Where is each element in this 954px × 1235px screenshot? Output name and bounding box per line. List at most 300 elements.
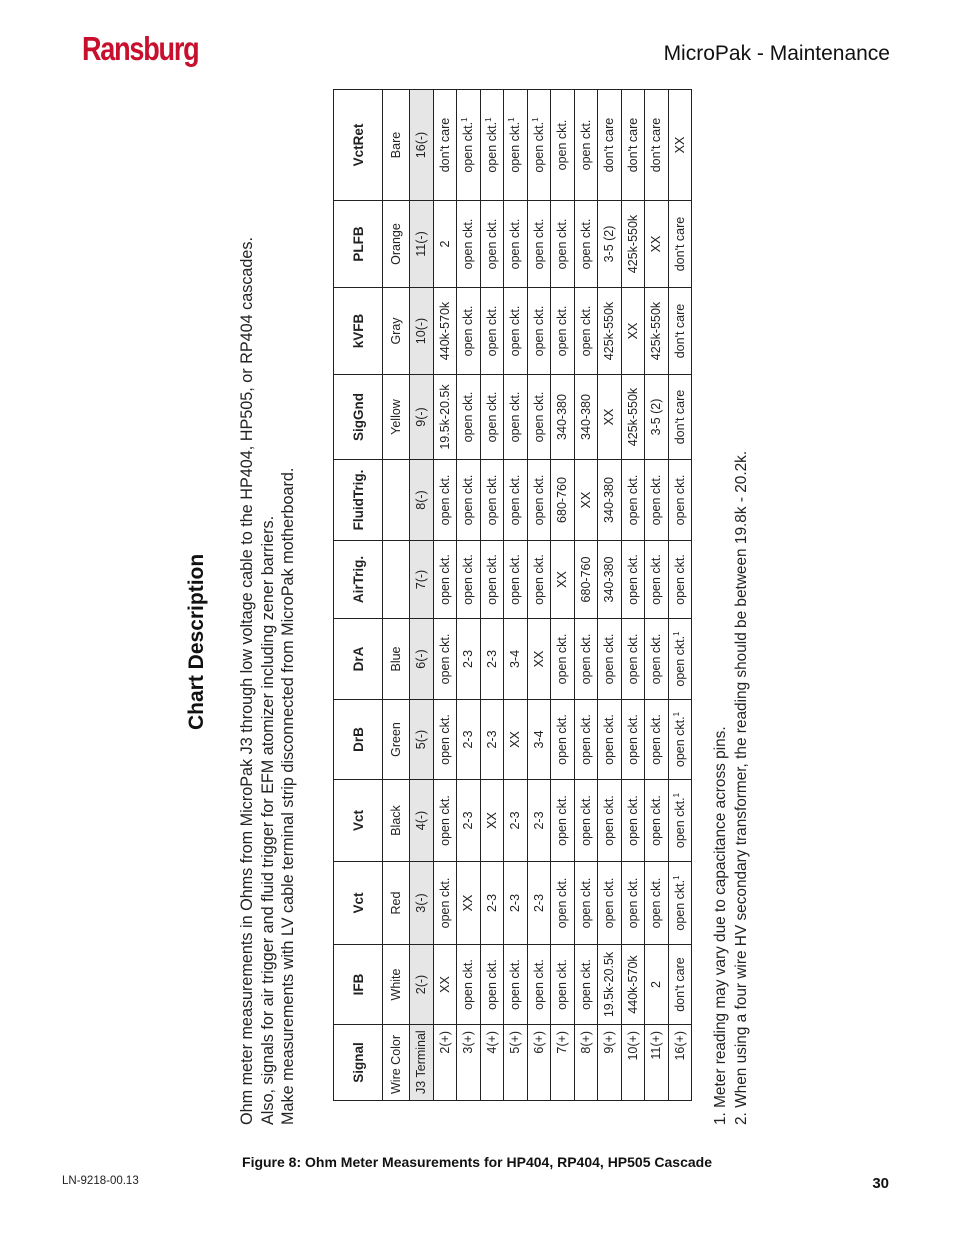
cell-text: Wire Color [389,1034,403,1094]
table-cell [527,780,551,862]
table-cell [621,460,645,541]
cell-text: open ckt. [555,119,570,171]
cell-text: open ckt. [531,218,546,270]
table-row [598,90,622,1101]
row-label [527,1025,551,1101]
cell-text: open ckt. [625,474,640,526]
cell-text: XX [484,812,499,829]
cell-text: 5(-) [414,729,429,750]
cell-text: 2 [649,981,664,988]
table-cell [457,945,481,1025]
table-cell [645,90,669,201]
cell-text: 340-380 [555,394,570,440]
table-cell [457,541,481,619]
table-cell [504,201,528,288]
table-cell [551,862,575,945]
row-label [457,1025,481,1101]
cell-text: 8(-) [414,490,429,510]
table-cell [457,619,481,700]
table-cell [574,862,598,945]
cell-text: open ckt. [508,305,523,357]
row-label [433,1025,457,1101]
footnote-marker: 1 [671,711,681,717]
cell-text: 3-4 [508,649,523,669]
cell-text: open ckt. [578,714,593,765]
cell-text: Yellow [389,399,403,435]
cell-text: open ckt. [578,119,593,171]
table-cell [621,619,645,700]
row-label [574,1025,598,1101]
table-cell [574,700,598,780]
cell-text: 2-3 [484,649,499,669]
table-cell [551,780,575,862]
table-cell [645,541,669,619]
table-row [574,90,598,1101]
column-header: SigGnd [334,375,383,460]
table-cell [504,619,528,700]
row-label [410,1025,434,1101]
cell-text: 3(-) [414,893,429,913]
cell-text: Red [389,891,403,915]
j3-terminal-row [410,90,434,1101]
cell-text: 10(+) [625,1031,640,1061]
doc-number: LN-9218-00.13 [62,1175,139,1187]
table-cell [410,541,434,619]
cell-text: open ckt. [578,633,593,685]
table-cell [668,201,692,288]
cell-text: open ckt. [531,554,546,605]
cell-text: open ckt. [649,474,664,526]
description-line: Ohm meter measurements in Ohms from MicroPak J3 through low voltage cable to the HP404, HP505, or RP404 cascades. [238,236,256,1125]
table-cell [598,201,622,288]
table-cell [383,945,410,1025]
cell-text: 11(-) [414,231,429,257]
cell-text: don't care [672,389,687,445]
cell-text: open ckt. [649,795,664,846]
cell-text: open ckt. [461,121,476,173]
cell-text: don't care [672,957,687,1012]
table-cell [410,90,434,201]
cell-text: XX [461,894,476,912]
column-header: IFB [334,945,383,1025]
cell-text: 2-3 [531,811,546,830]
table-cell [433,460,457,541]
column-header: VctRet [334,90,383,201]
cell-text: 19.5k-20.5k [437,384,452,450]
cell-text: 425k-550k [649,301,664,361]
cell-text: open ckt. [508,474,523,526]
cell-text: open ckt. [625,795,640,846]
column-header: FluidTrig. [334,460,383,541]
table-cell [527,201,551,288]
cell-text: 2-3 [461,730,476,749]
cell-text: 16(-) [414,131,429,159]
column-header: DrB [334,700,383,780]
note-1: 1. Meter reading may vary due to capacitance across pins. [712,726,729,1125]
cell-text: open ckt. [484,218,499,270]
table-cell [457,375,481,460]
column-header: Vct [334,780,383,862]
table-cell [551,945,575,1025]
table-cell [433,288,457,375]
cell-text: XX [508,731,523,748]
cell-text: open ckt. [625,633,640,685]
cell-text: XX [555,571,570,588]
table-cell [410,375,434,460]
table-cell [457,862,481,945]
table-cell [621,201,645,288]
cell-text: open ckt. [508,959,523,1010]
table-cell [574,780,598,862]
cell-text: open ckt. [602,795,617,846]
cell-text: 19.5k-20.5k [602,951,617,1018]
table-cell [527,862,551,945]
table-cell [645,201,669,288]
table-cell [410,201,434,288]
table-cell [574,460,598,541]
table-cell [551,201,575,288]
cell-text: open ckt. [437,795,452,846]
cell-text: don't care [602,117,617,173]
cell-text: 6(-) [414,649,429,669]
table-cell [433,700,457,780]
table-row [433,90,457,1101]
row-label [504,1025,528,1101]
table-cell [410,619,434,700]
table-cell [598,90,622,201]
cell-text: 4(-) [414,810,429,831]
cell-text: XX [649,235,664,253]
cell-text: open ckt. [672,554,687,605]
table-cell [598,541,622,619]
cell-text: 425k-550k [602,301,617,361]
cell-text: open ckt. [625,877,640,929]
table-cell [383,541,410,619]
cell-text: Green [389,722,403,757]
table-cell [668,945,692,1025]
table-cell [551,288,575,375]
table-cell [457,460,481,541]
cell-text: open ckt. [649,714,664,765]
table-cell [645,619,669,700]
cell-text: open ckt. [672,716,687,768]
table-cell [621,700,645,780]
table-cell [410,862,434,945]
cell-text: 2 [437,240,452,248]
table-cell [504,375,528,460]
cell-text: open ckt. [508,554,523,605]
cell-text: XX [578,491,593,509]
cell-text: 440k-570k [437,301,452,361]
cell-text: 4(+) [484,1031,499,1054]
cell-text: open ckt. [437,633,452,685]
table-cell [504,541,528,619]
table-cell [480,288,504,375]
table-row [457,90,481,1101]
table-cell [551,700,575,780]
table-cell [551,619,575,700]
column-header: kVFB [334,288,383,375]
row-label [645,1025,669,1101]
cell-text: 6(+) [531,1031,546,1054]
cell-text: open ckt. [649,633,664,685]
table-cell [383,619,410,700]
cell-text: XX [531,650,546,668]
cell-text: 10(-) [414,317,429,345]
cell-text: open ckt. [508,218,523,270]
cell-text: open ckt. [672,879,687,931]
cell-text: open ckt. [484,391,499,443]
cell-text: Black [389,805,403,836]
cell-text: open ckt. [578,305,593,357]
table-cell [668,780,692,862]
cell-text: 2-3 [484,893,499,913]
cell-text: don't care [672,216,687,272]
table-cell [621,375,645,460]
table-cell [383,375,410,460]
table-cell [433,90,457,201]
table-cell [645,700,669,780]
table-cell [410,945,434,1025]
cell-text: open ckt. [484,121,499,173]
table-cell [598,780,622,862]
cell-text: Orange [389,223,403,265]
cell-text: 340-380 [578,394,593,440]
table-cell [433,375,457,460]
cell-text: open ckt. [437,714,452,765]
table-cell [668,862,692,945]
cell-text: open ckt. [484,305,499,357]
table-row [551,90,575,1101]
cell-text: open ckt. [578,877,593,929]
table-cell [527,288,551,375]
table-cell [621,90,645,201]
table-row [645,90,669,1101]
row-label [480,1025,504,1101]
table-cell [457,780,481,862]
table-cell [480,780,504,862]
cell-text: 5(+) [508,1031,523,1054]
table-cell [668,619,692,700]
row-label [668,1025,692,1101]
table-cell [433,619,457,700]
table-cell [668,700,692,780]
table-cell [383,780,410,862]
table-cell [668,375,692,460]
cell-text: 9(-) [414,407,429,427]
chart-description [237,237,299,1125]
cell-text: open ckt. [508,391,523,443]
rotated-chart-panel [185,115,785,1125]
table-cell [383,700,410,780]
cell-text: open ckt. [555,959,570,1010]
cell-text: 680-760 [578,556,593,603]
chart-title: Chart Description [185,553,208,730]
table-cell [551,375,575,460]
table-cell [480,700,504,780]
column-header: PLFB [334,201,383,288]
cell-text: open ckt. [484,474,499,526]
cell-text: 425k-550k [625,387,640,447]
table-cell [457,201,481,288]
column-header: DrA [334,619,383,700]
table-cell [383,288,410,375]
table-cell [480,201,504,288]
cell-text: 2-3 [508,893,523,913]
cell-text: open ckt. [672,474,687,526]
table-cell [457,90,481,201]
cell-text: 3-4 [531,730,546,749]
table-cell [551,460,575,541]
cell-text: 2(-) [414,974,429,995]
cell-text: don't care [625,117,640,173]
table-cell [410,700,434,780]
table-cell [668,541,692,619]
table-cell [668,460,692,541]
table-cell [433,780,457,862]
table-cell [527,90,551,201]
table-cell [598,460,622,541]
cell-text: open ckt. [484,554,499,605]
wire-color-row [383,90,410,1101]
cell-text: open ckt. [555,714,570,765]
cell-text: open ckt. [461,474,476,526]
cell-text: 9(+) [602,1031,617,1054]
cell-text: XX [672,136,687,154]
table-cell [433,541,457,619]
table-cell [574,288,598,375]
table-cell [621,945,645,1025]
table-cell [598,375,622,460]
cell-text: open ckt. [508,121,523,173]
table-cell [645,862,669,945]
cell-text: open ckt. [461,391,476,443]
cell-text: 7(+) [555,1031,570,1054]
table-cell [668,288,692,375]
table-cell [527,700,551,780]
cell-text: open ckt. [555,877,570,929]
table-cell [551,90,575,201]
cell-text: 340-380 [602,477,617,523]
table-cell [645,460,669,541]
cell-text: open ckt. [649,877,664,929]
figure-caption: Figure 8: Ohm Meter Measurements for HP404, RP404, HP505 Cascade [242,1154,712,1170]
table-cell [574,375,598,460]
table-row [527,90,551,1101]
row-label [383,1025,410,1101]
brand-logo: Ransburg [82,30,199,67]
table-cell [527,375,551,460]
row-label [621,1025,645,1101]
cell-text: Blue [389,646,403,672]
table-cell [433,201,457,288]
footnote-marker: 1 [507,117,517,122]
footnote-marker: 1 [671,792,681,798]
table-cell [527,619,551,700]
cell-text: XX [437,976,452,993]
table-cell [551,541,575,619]
cell-text: open ckt. [437,554,452,605]
table-cell [383,201,410,288]
table-cell [383,90,410,201]
table-header-row [334,90,383,1101]
table-row [621,90,645,1101]
cell-text: open ckt. [625,554,640,605]
table-cell [504,700,528,780]
table-cell [480,90,504,201]
cell-text: open ckt. [555,795,570,846]
table-cell [480,619,504,700]
table-cell [504,90,528,201]
cell-text: open ckt. [555,305,570,357]
cell-text: 2-3 [531,893,546,913]
cell-text: open ckt. [461,959,476,1010]
table-cell [480,375,504,460]
table-cell [504,460,528,541]
page-number: 30 [872,1175,889,1192]
table-cell [527,541,551,619]
table-cell [621,780,645,862]
notes [710,451,752,1125]
table-cell [433,862,457,945]
table-cell [598,945,622,1025]
description-line: Also, signals for air trigger and fluid trigger for EFM atomizer including zener barriers. [258,515,277,1125]
cell-text: 2-3 [461,811,476,830]
cell-text: 2(+) [437,1031,452,1054]
footnote-marker: 1 [460,117,470,122]
table-cell [574,945,598,1025]
table-cell [410,460,434,541]
cell-text: 3(+) [461,1031,476,1054]
cell-text: J3 Terminal [414,1030,429,1094]
cell-text: don't care [672,303,687,359]
table-cell [383,460,410,541]
cell-text: open ckt. [461,218,476,270]
footnote-marker: 1 [671,875,681,880]
table-cell [383,862,410,945]
table-cell [645,288,669,375]
column-header: AirTrig. [334,541,383,619]
footnote-marker: 1 [530,117,540,122]
table-cell [504,288,528,375]
cell-text: 340-380 [602,556,617,603]
cell-text: 3-5 (2) [602,225,617,263]
table-cell [668,90,692,201]
table-cell [645,945,669,1025]
cell-text: open ckt. [602,633,617,685]
cell-text: open ckt. [461,305,476,357]
cell-text: 11(+) [649,1031,664,1060]
table-cell [574,201,598,288]
cell-text: open ckt. [555,633,570,685]
table-cell [504,945,528,1025]
cell-text: Gray [389,317,403,345]
cell-text: 425k-550k [625,214,640,274]
cell-text: open ckt. [578,795,593,846]
cell-text: don't care [437,117,452,173]
table-cell [598,862,622,945]
table-row [480,90,504,1101]
table-row [668,90,692,1101]
table-cell [410,780,434,862]
cell-text: open ckt. [461,554,476,605]
cell-text: 2-3 [461,649,476,669]
table-cell [621,862,645,945]
footnote-marker: 1 [671,631,681,636]
description-line: Make measurements with LV cable terminal strip disconnected from MicroPak motherboard. [279,467,297,1125]
note-2: 2. When using a four wire HV secondary transformer, the reading should be between 19.8k - 20.2k. [733,450,750,1125]
cell-text: 16(+) [672,1031,687,1061]
